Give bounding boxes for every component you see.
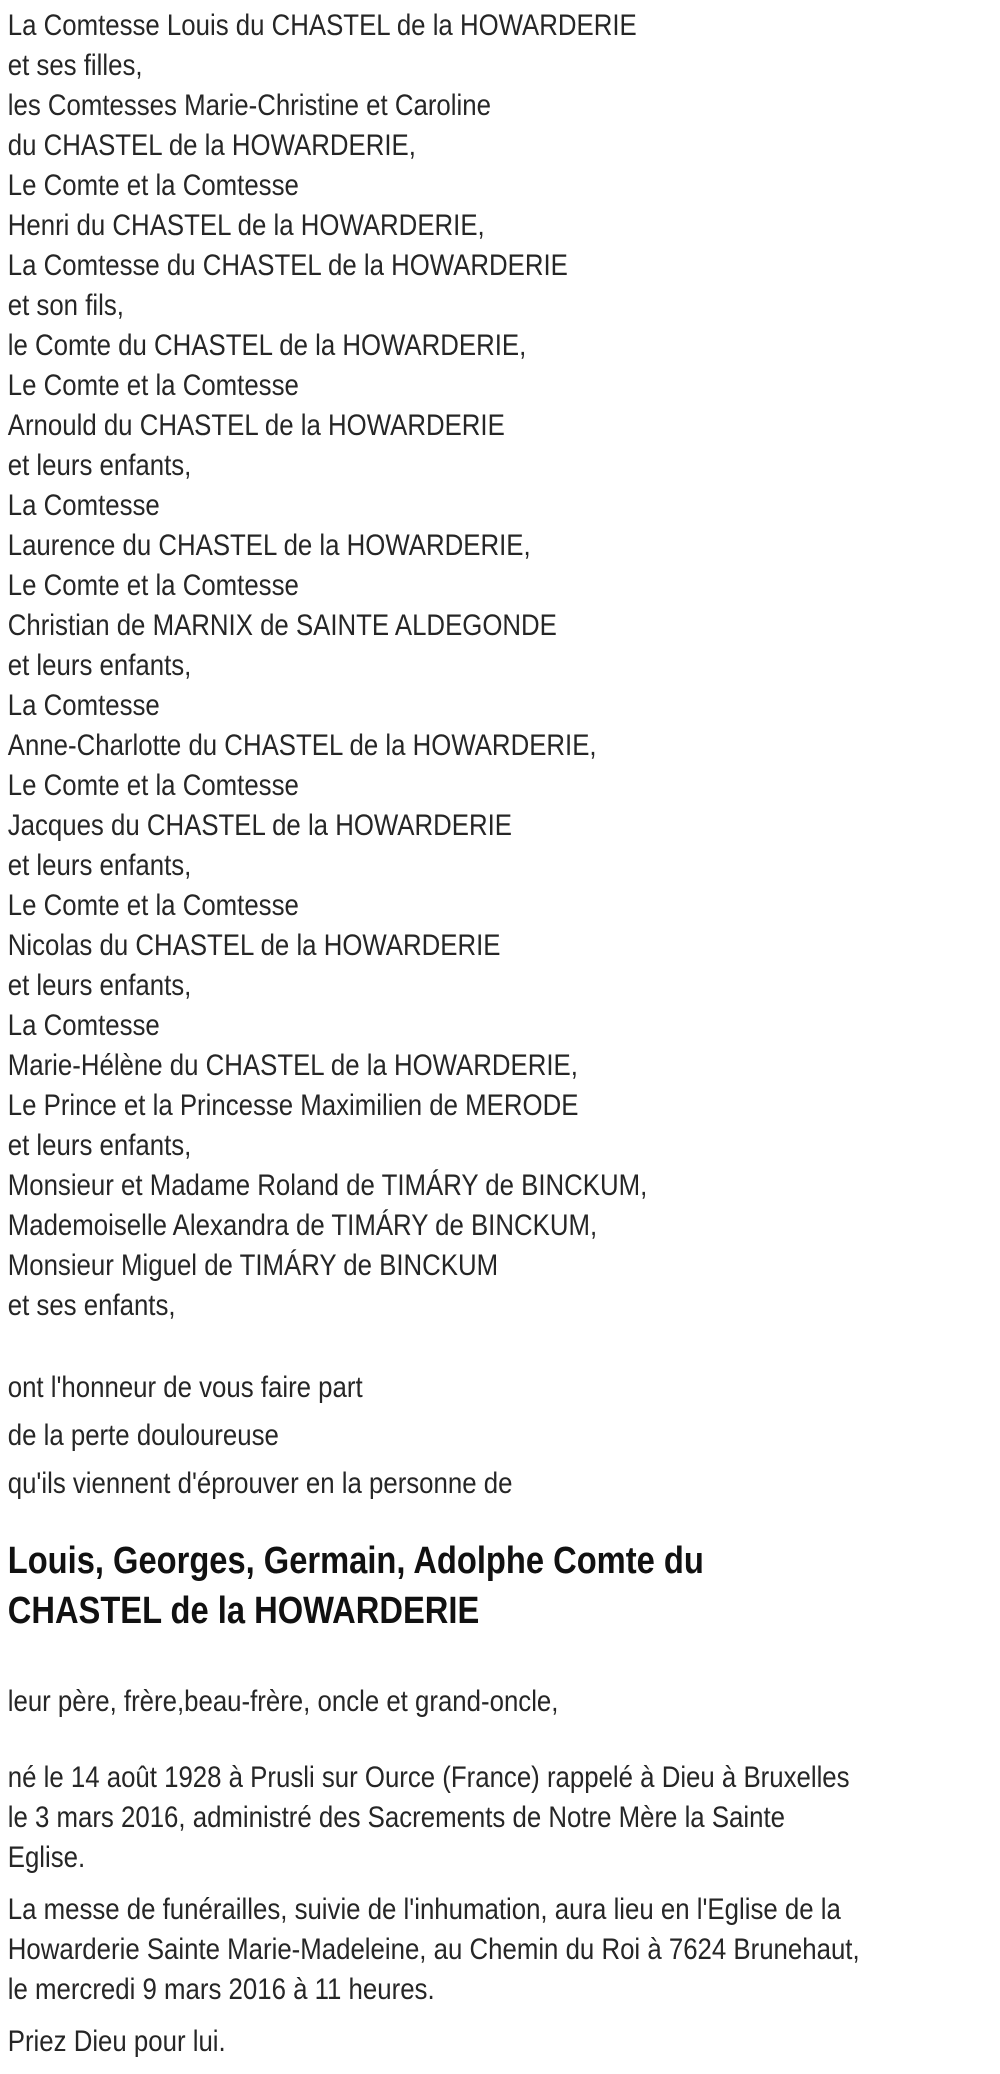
- text-line: et leurs enfants,: [7, 969, 192, 1002]
- text-line: le Comte du CHASTEL de la HOWARDERIE,: [7, 329, 527, 362]
- text-line: Jacques du CHASTEL de la HOWARDERIE: [7, 809, 512, 842]
- text-line: Le Comte et la Comtesse: [7, 569, 299, 602]
- announcement-intro: [8, 1364, 1000, 1508]
- text-line: Le Comte et la Comtesse: [7, 369, 299, 402]
- text-line: ont l'honneur de vous faire part: [7, 1371, 363, 1404]
- funeral-details-paragraph: [8, 1890, 1000, 2010]
- text-line: Le Comte et la Comtesse: [7, 889, 299, 922]
- text-line: né le 14 août 1928 à Prusli sur Ource (France) rappelé à Dieu à Bruxelles: [7, 1761, 850, 1794]
- relationship-line: leur père, frère,beau-frère, oncle et grand-oncle,: [7, 1685, 559, 1718]
- text-line: et ses enfants,: [7, 1289, 176, 1322]
- text-line: La Comtesse: [7, 689, 160, 722]
- prayer-line: Priez Dieu pour lui.: [7, 2025, 226, 2058]
- text-line: La Comtesse du CHASTEL de la HOWARDERIE: [7, 249, 568, 282]
- text-line: Laurence du CHASTEL de la HOWARDERIE,: [7, 529, 531, 562]
- text-line: et leurs enfants,: [7, 649, 192, 682]
- text-line: Arnould du CHASTEL de la HOWARDERIE: [7, 409, 505, 442]
- text-line: La Comtesse: [7, 1009, 160, 1042]
- birth-death-paragraph: [8, 1758, 1000, 1878]
- text-line: qu'ils viennent d'éprouver en la personne de: [7, 1467, 513, 1500]
- text-line: les Comtesses Marie-Christine et Caroline: [7, 89, 491, 122]
- text-line: du CHASTEL de la HOWARDERIE,: [7, 129, 416, 162]
- text-line: Howarderie Sainte Marie-Madeleine, au Chemin du Roi à 7624 Brunehaut,: [7, 1933, 860, 1966]
- text-line: de la perte douloureuse: [7, 1419, 279, 1452]
- text-line: Le Comte et la Comtesse: [7, 169, 299, 202]
- text-line: Marie-Hélène du CHASTEL de la HOWARDERIE,: [7, 1049, 578, 1082]
- text-line: Mademoiselle Alexandra de TIMÁRY de BINCKUM,: [7, 1209, 598, 1242]
- text-line: le 3 mars 2016, administré des Sacrements de Notre Mère la Sainte: [7, 1801, 785, 1834]
- family-members-list: [8, 6, 1000, 1326]
- text-line: Nicolas du CHASTEL de la HOWARDERIE: [7, 929, 501, 962]
- text-line: le mercredi 9 mars 2016 à 11 heures.: [7, 1973, 435, 2006]
- text-line: Henri du CHASTEL de la HOWARDERIE,: [7, 209, 485, 242]
- text-line: et ses filles,: [7, 49, 143, 82]
- text-line: Monsieur et Madame Roland de TIMÁRY de BINCKUM,: [7, 1169, 648, 1202]
- text-line: CHASTEL de la HOWARDERIE: [7, 1590, 480, 1632]
- text-line: et leurs enfants,: [7, 1129, 192, 1162]
- text-line: Eglise.: [7, 1841, 86, 1874]
- text-line: Anne-Charlotte du CHASTEL de la HOWARDERIE,: [7, 729, 597, 762]
- deceased-name-heading: [8, 1536, 1000, 1636]
- text-line: et son fils,: [7, 289, 124, 322]
- text-line: et leurs enfants,: [7, 449, 192, 482]
- text-line: Christian de MARNIX de SAINTE ALDEGONDE: [7, 609, 557, 642]
- text-line: Le Comte et la Comtesse: [7, 769, 299, 802]
- text-line: La Comtesse Louis du CHASTEL de la HOWARDERIE: [7, 9, 637, 42]
- text-line: Louis, Georges, Germain, Adolphe Comte du: [7, 1540, 704, 1582]
- text-line: La Comtesse: [7, 489, 160, 522]
- text-line: Le Prince et la Princesse Maximilien de MERODE: [7, 1089, 579, 1122]
- text-line: La messe de funérailles, suivie de l'inhumation, aura lieu en l'Eglise de la: [7, 1893, 841, 1926]
- text-line: Monsieur Miguel de TIMÁRY de BINCKUM: [7, 1249, 499, 1282]
- text-line: et leurs enfants,: [7, 849, 192, 882]
